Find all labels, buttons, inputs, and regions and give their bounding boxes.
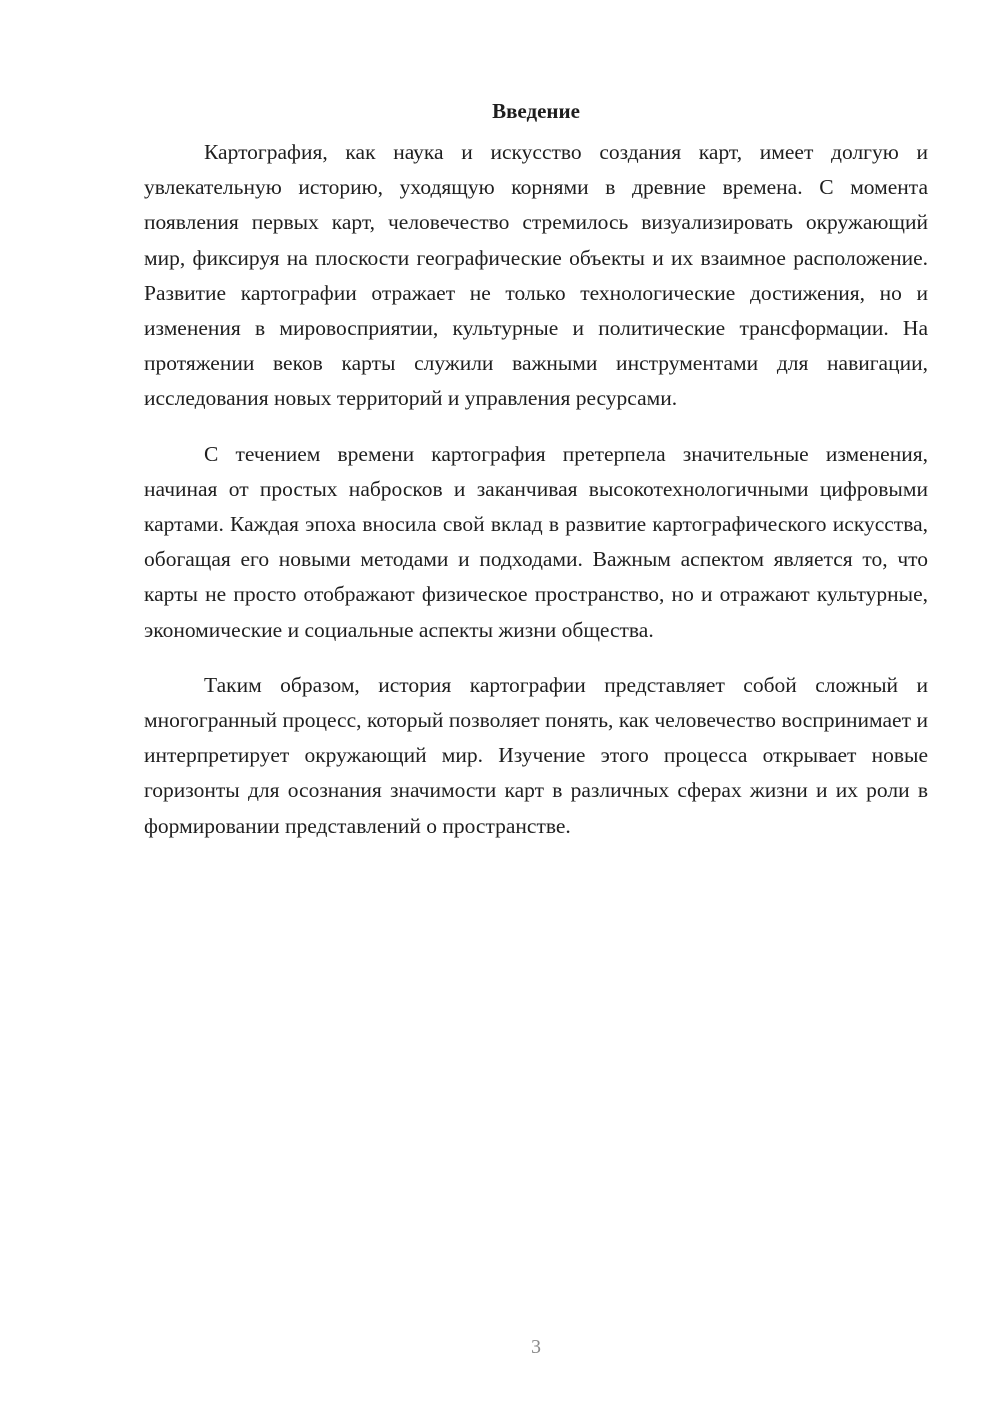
page-number: 3 (531, 1336, 541, 1358)
page-content (144, 97, 928, 864)
paragraph-2: С течением времени картография претерпела значительные изменения, начиная от простых набросков и заканчивая высокотехнологичными цифровыми картами. Каждая эпоха вносила свой вклад в развитие картографического искусства, обогащая его новыми методами и подходами. Важным аспектом является то, что карты не просто отображают физическое пространство, но и отражают культурные, экономические и социальные аспекты жизни общества. (144, 441, 928, 642)
paragraph-1: Картография, как наука и искусство создания карт, имеет долгую и увлекательную историю, уходящую корнями в древние времена. С момента появления первых карт, человечество стремилось визуализировать окружающий мир, фиксируя на плоскости географические объекты и их взаимное расположение. Развитие картографии отражает не только технологические достижения, но и изменения в мировосприятии, культурные и политические трансформации. На протяжении веков карты служили важными инструментами для навигации, исследования новых территорий и управления ресурсами. (144, 140, 928, 411)
paragraph-3: Таким образом, история картографии представляет собой сложный и многогранный процесс, который позволяет понять, как человечество воспринимает и интерпретирует окружающий мир. Изучение этого процесса открывает новые горизонты для осознания значимости карт в различных сферах жизни и их роли в формировании представлений о пространстве. (144, 672, 928, 838)
section-heading: Введение (492, 99, 580, 123)
